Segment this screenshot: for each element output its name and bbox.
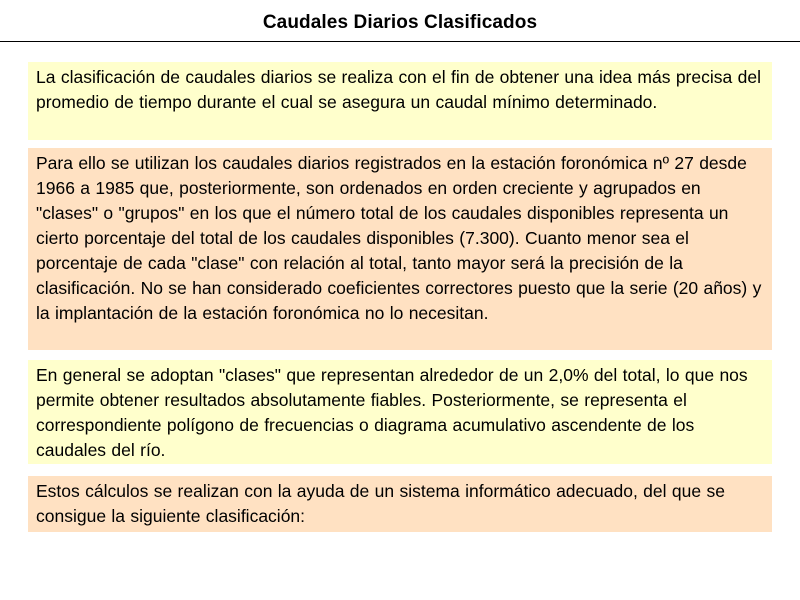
title-divider bbox=[0, 41, 800, 42]
page-title: Caudales Diarios Clasificados bbox=[262, 12, 538, 33]
paragraph-method: Para ello se utilizan los caudales diarios registrados en la estación foronómica nº 27 desde 1966 a 1985 que, posteriormente, son ordenados en orden creciente y agrupados en "clases" o "grupos" en los que el número total de los caudales disponibles representa un cierto porcentaje del total de los caudales disponibles (7.300). Cuanto menor sea el porcentaje de cada "clase" con relación al total, tanto mayor será la precisión de la clasificación. No se han considerado coeficientes correctores puesto que la serie (20 años) y la implantación de la estación foronómica no lo necesitan. bbox=[28, 148, 772, 350]
paragraph-classes: En general se adoptan "clases" que representan alrededor de un 2,0% del total, lo que nos permite obtener resultados absolutamente fiables. Posteriormente, se representa el correspondiente polígono de frecuencias o diagrama acumulativo ascendente de los caudales del río. bbox=[28, 360, 772, 464]
paragraph-calculation: Estos cálculos se realizan con la ayuda de un sistema informático adecuado, del que se consigue la siguiente clasificación: bbox=[28, 476, 772, 532]
paragraph-intro: La clasificación de caudales diarios se realiza con el fin de obtener una idea más precisa del promedio de tiempo durante el cual se asegura un caudal mínimo determinado. bbox=[28, 62, 772, 140]
